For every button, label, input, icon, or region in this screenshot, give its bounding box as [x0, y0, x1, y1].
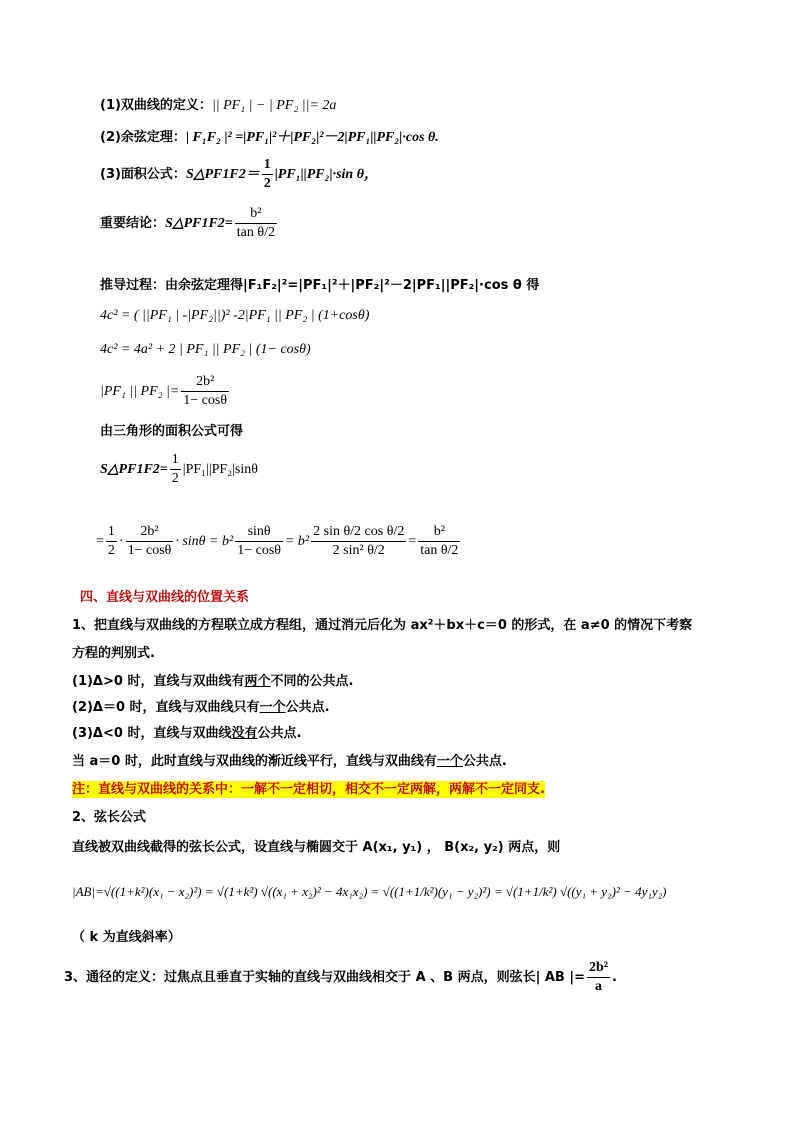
step4-den: 2 [171, 471, 179, 486]
area-fraction [262, 156, 273, 193]
derivation-step-5: = $\frac{1}{2}$ · $\frac{\text{2b²}}{1- \cos\theta}$ · sinθ = b² $\frac{\sin\theta}{1- \cos\theta}$ = b² $\frac{\text{2 sin θ/2 cos θ/2}}{\text{2 sin² θ/2}}$ = $\frac{\text{b²}}{\text{tan θ/2}}$ [96, 524, 459, 558]
step3-lhs: |PF₁ || PF₂ |= [100, 384, 180, 399]
derivation-step-1: 4c² = ( ||PF₁ | -|PF₂||)² -2|PF₁ || PF₂ | (1+cosθ) [100, 308, 370, 323]
cosine-law [100, 128, 439, 148]
s1-line2: 方程的判别式. [72, 646, 155, 661]
important-conclusion [100, 204, 279, 244]
conclusion-den: tan θ/2 [236, 225, 275, 240]
cosine-law-formula: | F₁F₂ |² =|PF₁|²＋|PF₂|²－2|PF₁||PF₂|·cos θ. [185, 130, 439, 145]
conclusion-num: b² [235, 205, 277, 224]
step4-lhs: S△PF1F2= [100, 462, 168, 477]
note-highlight: 注：直线与双曲线的关系中：一解不一定相切，相交不一定两解，两解不一定同支. [72, 782, 545, 797]
derivation-intro: 推导过程：由余弦定理得|F₁F₂|²=|PF₁|²＋|PF₂|²－2|PF₁||PF₂|·cos θ 得 [100, 278, 540, 293]
definition-label: (1)双曲线的定义： [100, 98, 212, 113]
derivation-step-4 [100, 450, 258, 490]
step3-num: 2b² [181, 373, 229, 392]
latus-rectum: 3、通径的定义：过焦点且垂直于实轴的直线与双曲线相交于 A 、B 两点，则弦长| AB |= $\frac{\text{2b²}}{a}$ . [64, 960, 617, 994]
case-4: 当 a＝0 时，此时直线与双曲线的渐近线平行，直线与双曲线有一个公共点. [72, 754, 507, 769]
conclusion-fraction [235, 205, 277, 242]
area-rhs: |PF₁||PF₂|·sin θ， [274, 167, 378, 182]
derivation-step-3 [100, 372, 231, 412]
s2-title: 2、弦长公式 [72, 810, 147, 825]
step5-frac-e: $\frac{\text{b²}}{\text{tan θ/2}}$ [420, 524, 459, 558]
area-lhs: S△PF1F2＝ [185, 167, 260, 182]
note [72, 780, 545, 800]
conclusion-label: 重要结论： [100, 216, 166, 231]
step4-num: 1 [170, 451, 181, 470]
conclusion-lhs: S△PF1F2= [165, 216, 233, 231]
s2-note: （ k 为直线斜率） [72, 930, 181, 945]
definition-formula: || PF₁ | − | PF₂ ||= 2a [211, 98, 337, 113]
area-fraction-den: 2 [263, 176, 271, 191]
chord-length-formula [72, 878, 667, 906]
step3-den: 1− cosθ [183, 393, 228, 408]
hyperbola-definition [100, 96, 336, 116]
step5-eq: = b² [284, 534, 310, 549]
step5-frac-c: $\frac{\sin\theta}{1- \cos\theta}$ [237, 524, 281, 558]
step5-frac-b: $\frac{\text{2b²}}{1- \cos\theta}$ [127, 524, 172, 558]
s1-line1: 1、把直线与双曲线的方程联立成方程组，通过消元后化为 ax²＋bx＋c＝0 的形式，在 a≠0 的情况下考察 [72, 618, 693, 633]
case-3: (3)Δ<0 时，直线与双曲线没有公共点. [72, 726, 302, 741]
case-2: (2)Δ＝0 时，直线与双曲线只有一个公共点. [72, 700, 330, 715]
step4-fraction [170, 451, 181, 488]
s2-text: 直线被双曲线截得的弦长公式，设直线与椭圆交于 A(x₁, y₁) ， B(x₂, y₂) 两点，则 [72, 840, 561, 855]
derivation-step-2: 4c² = 4a² + 2 | PF₁ || PF₂ | (1− cosθ) [100, 342, 311, 357]
area-fraction-num: 1 [262, 156, 273, 175]
area-formula [100, 156, 378, 193]
section-4-title: 四、直线与双曲线的位置关系 [80, 590, 250, 605]
case-1: (1)Δ>0 时，直线与双曲线有两个不同的公共点. [72, 674, 354, 689]
area-formula-label: (3)面积公式： [100, 167, 186, 182]
cosine-law-label: (2)余弦定理： [100, 130, 186, 145]
step5-frac-a: $\frac{1}{2}$ [107, 524, 115, 558]
step4-rhs: |PF₁||PF₂|sinθ [182, 462, 258, 477]
s3-text: 3、通径的定义：过焦点且垂直于实轴的直线与双曲线相交于 A 、B 两点，则弦长| AB |= [64, 970, 586, 985]
step5-sin: · sinθ = b² [175, 534, 234, 549]
step5-frac-d: $\frac{\text{2 sin θ/2 cos θ/2}}{\text{2 sin² θ/2}}$ [313, 524, 405, 558]
step3-fraction [181, 373, 229, 410]
area-text: 由三角形的面积公式可得 [100, 424, 244, 439]
s3-fraction: $\frac{\text{2b²}}{a}$ [589, 960, 608, 994]
chord-formula-text: |AB|=√((1+k²)(x₁ − x₂)²) = √(1+k²) √((x₁ + x₂)² − 4x₁x₂) = √((1+1/k²)(y₁ − y₂)²) = √(1+1/k²) √((y₁ + y₂)² − 4y₁y₂) [72, 884, 667, 899]
